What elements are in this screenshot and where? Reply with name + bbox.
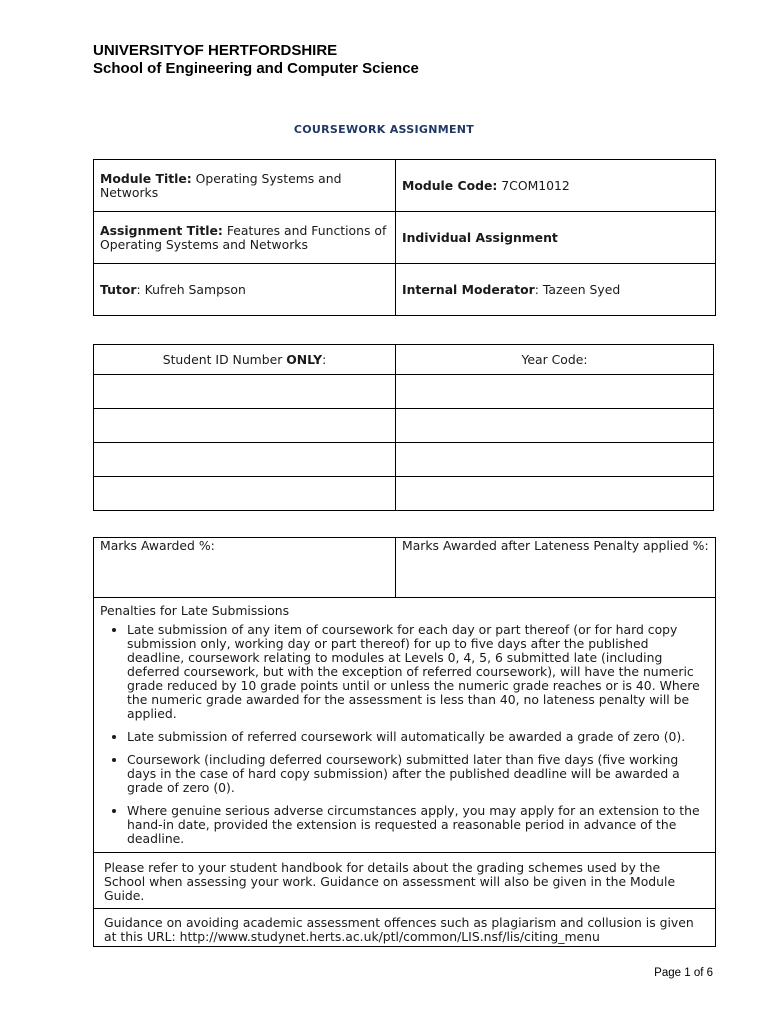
module-code-label: Module Code:	[402, 177, 498, 193]
guidance-note: Guidance on avoiding academic assessment offences such as plagiarism and collusion is given at this URL: http://www.studynet.herts.ac.uk/ptl/common/LIS.nsf/lis/citing_menu	[94, 909, 716, 947]
module-code-value: 7COM1012	[497, 177, 570, 193]
tutor-label: Tutor	[100, 281, 137, 297]
student-id-entry[interactable]	[94, 477, 396, 511]
tutor-value: : Kufreh Sampson	[136, 281, 246, 297]
student-id-table	[93, 344, 714, 511]
handbook-note: Please refer to your student handbook for details about the grading schemes used by the School when assessing your work. Guidance on assessment will also be given in the Module Guide.	[94, 853, 716, 909]
assignment-type: Individual Assignment	[402, 229, 558, 245]
moderator-label: Internal Moderator	[402, 281, 535, 297]
student-id-entry[interactable]	[94, 443, 396, 477]
tutor-cell	[94, 264, 396, 316]
marks-awarded-cell: Marks Awarded %:	[94, 538, 396, 598]
penalties-list	[100, 623, 709, 846]
penalty-item: • Late submission of any item of coursework for each day or part thereof (or for hard copy submission only, working day or part thereof) for up to five days after the published deadline, coursework relating to modules at Levels 0, 4, 5, 6 submitted late (including deferred coursework, but with the exception of referred coursework), will have the numeric grade reduced by 10 grade points until or unless the numeric grade reaches or is 40. Where the numeric grade awarded for the assessment is less than 40, no lateness penalty will be applied.	[127, 623, 709, 721]
module-title-value: Operating Systems and Networks	[100, 170, 342, 200]
marks-table	[93, 537, 716, 947]
penalty-item: • Late submission of referred coursework will automatically be awarded a grade of zero (0).	[127, 730, 709, 744]
penalty-item: • Coursework (including deferred coursework) submitted later than five days (five working days in the case of hard copy submission) after the published deadline will be awarded a grade of zero (0).	[127, 753, 709, 795]
year-code-entry[interactable]	[396, 375, 714, 409]
student-id-suffix: :	[322, 351, 327, 367]
year-code-entry[interactable]	[396, 477, 714, 511]
student-id-header	[94, 345, 396, 375]
page-number: Page 1 of 6	[654, 967, 713, 979]
student-id-entry[interactable]	[94, 409, 396, 443]
penalties-heading: Penalties for Late Submissions	[100, 603, 290, 618]
penalty-item: • Where genuine serious adverse circumstances apply, you may apply for an extension to the hand-in date, provided the extension is requested a reasonable period in advance of the deadline.	[127, 804, 709, 846]
year-code-entry[interactable]	[396, 409, 714, 443]
module-info-table	[93, 159, 716, 316]
marks-after-penalty-cell: Marks Awarded after Lateness Penalty applied %:	[396, 538, 716, 598]
assignment-title-cell	[94, 212, 396, 264]
school-name: School of Engineering and Computer Science	[93, 60, 419, 77]
penalties-cell	[94, 598, 716, 853]
moderator-cell	[396, 264, 716, 316]
institution-header	[93, 42, 419, 78]
university-name: UNIVERSITYOF HERTFORDSHIRE	[93, 42, 338, 59]
module-code-cell	[396, 160, 716, 212]
year-code-entry[interactable]	[396, 443, 714, 477]
assignment-type-cell	[396, 212, 716, 264]
assignment-title-label: Assignment Title:	[100, 222, 223, 238]
moderator-value: : Tazeen Syed	[534, 281, 621, 297]
student-id-entry[interactable]	[94, 375, 396, 409]
document-title: COURSEWORK ASSIGNMENT	[293, 123, 475, 136]
student-id-emphasis: ONLY	[286, 351, 323, 367]
student-id-label: Student ID Number	[162, 351, 287, 367]
module-title-label: Module Title:	[100, 170, 192, 186]
assignment-title-value: Features and Functions of Operating Systems and Networks	[100, 222, 387, 252]
year-code-header: Year Code:	[396, 345, 714, 375]
module-title-cell	[94, 160, 396, 212]
